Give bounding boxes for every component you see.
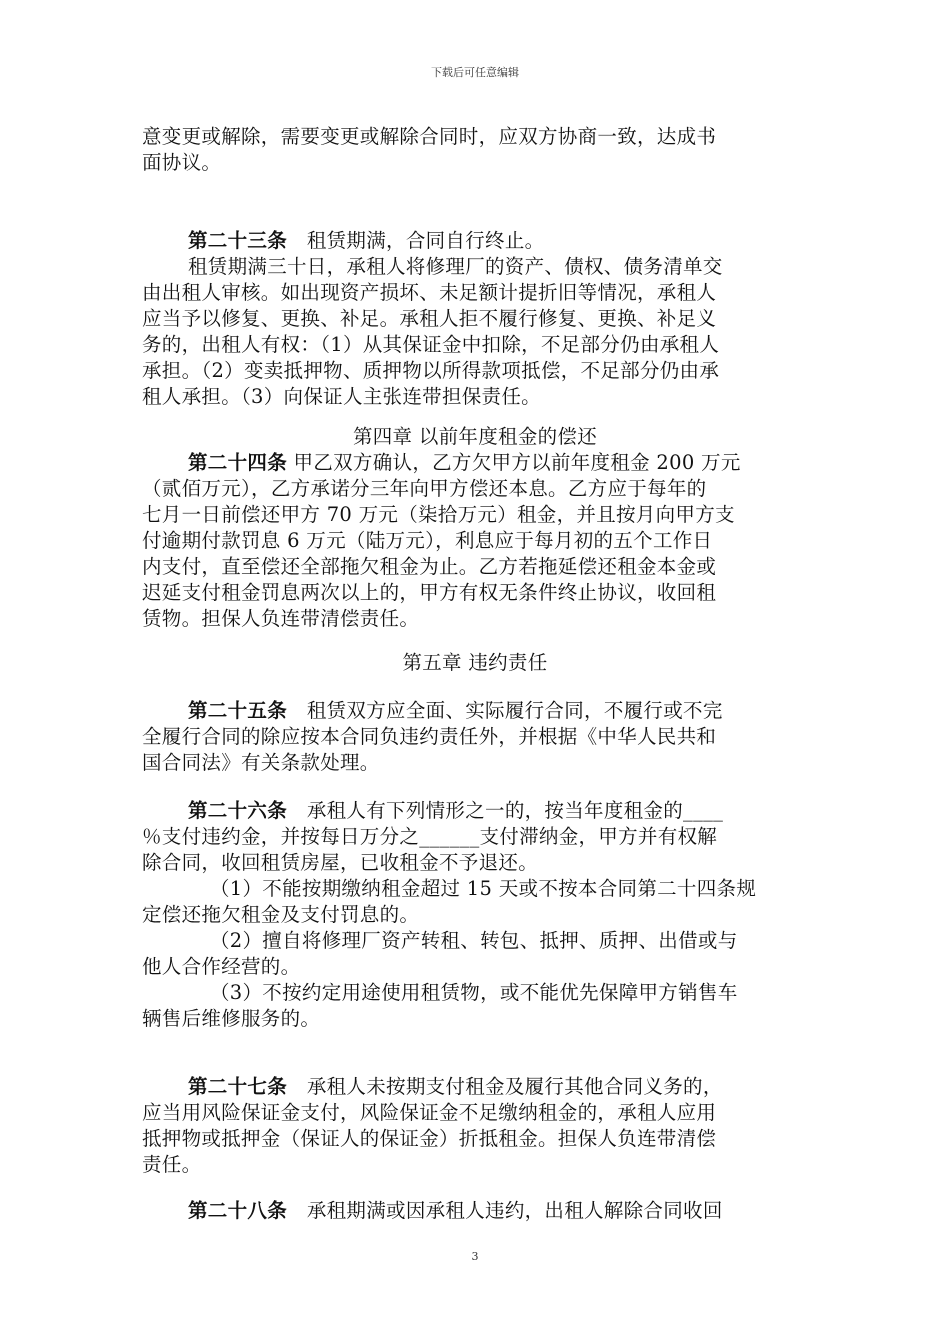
paragraph-line: 迟延支付租金罚息两次以上的，甲方有权无条件终止协议，收回租 [142, 581, 717, 604]
article-23-first-line [188, 228, 544, 254]
chapter-5-heading: 第五章 违约责任 [402, 651, 548, 674]
paragraph-line: 应当用风险保证金支付，风险保证金不足缴纳租金的，承租人应用 [142, 1101, 717, 1124]
article-24-first-line [188, 450, 741, 476]
list-item: （2）擅自将修理厂资产转租、转包、抵押、质押、出借或与 [210, 929, 738, 952]
paragraph-line: 意变更或解除，需要变更或解除合同时，应双方协商一致，达成书 [142, 125, 717, 148]
list-item-continuation: 定偿还拖欠租金及支付罚息的。 [142, 903, 420, 926]
paragraph-line: 抵押物或抵押金（保证人的保证金）折抵租金。担保人负连带清偿 [142, 1127, 717, 1150]
paragraph-line: 国合同法》有关条款处理。 [142, 751, 380, 774]
article-27-title: 第二十七条 [188, 1075, 288, 1098]
paragraph-line: 赁物。担保人负连带清偿责任。 [142, 607, 420, 630]
article-28-title: 第二十八条 [188, 1199, 288, 1222]
article-25-title: 第二十五条 [188, 699, 288, 722]
list-item: （1）不能按期缴纳租金超过 15 天或不按本合同第二十四条规 [210, 877, 757, 900]
paragraph-line: 付逾期付款罚息 6 万元（陆万元），利息应于每月初的五个工作日 [142, 529, 713, 552]
chapter-4-heading: 第四章 以前年度租金的偿还 [352, 425, 598, 448]
paragraph-line: 全履行合同的除应按本合同负违约责任外，并根据《中华人民共和 [142, 725, 717, 748]
article-27-first-line [188, 1074, 723, 1100]
article-28-text: 承租期满或因承租人违约，出租人解除合同收回 [287, 1199, 723, 1222]
article-23-title: 第二十三条 [188, 229, 288, 252]
paragraph-line: 除合同，收回租赁房屋，已收租金不予退还。 [142, 851, 539, 874]
paragraph-line: （贰佰万元），乙方承诺分三年向甲方偿还本息。乙方应于每年的 [142, 477, 707, 500]
paragraph-line: 面协议。 [142, 151, 222, 174]
paragraph-line: 内支付，直至偿还全部拖欠租金为止。乙方若拖延偿还租金本金或 [142, 555, 717, 578]
list-item-continuation: 辆售后维修服务的。 [142, 1007, 321, 1030]
article-24-text: 甲乙双方确认，乙方欠甲方以前年度租金 200 万元 [287, 451, 741, 474]
article-25-text: 租赁双方应全面、实际履行合同，不履行或不完 [287, 699, 723, 722]
list-item: （3）不按约定用途使用租赁物，或不能优先保障甲方销售车 [210, 981, 738, 1004]
paragraph-line: 七月一日前偿还甲方 70 万元（柒拾万元）租金，并且按月向甲方支 [142, 503, 735, 526]
article-27-text: 承租人未按期支付租金及履行其他合同义务的， [287, 1075, 723, 1098]
article-24-title: 第二十四条 [188, 451, 288, 474]
paragraph-line: 承担。（2）变卖抵押物、质押物以所得款项抵偿，不足部分仍由承 [142, 359, 720, 382]
list-item-continuation: 他人合作经营的。 [142, 955, 301, 978]
page-header: 下载后可任意编辑 [431, 66, 519, 79]
page-number: 3 [471, 1250, 479, 1263]
paragraph-line: 租人承担。（3）向保证人主张连带担保责任。 [142, 385, 541, 408]
article-28-first-line [188, 1198, 723, 1224]
article-26-title: 第二十六条 [188, 799, 288, 822]
article-25-first-line [188, 698, 723, 724]
paragraph-line: 租赁期满三十日，承租人将修理厂的资产、债权、债务清单交 [188, 255, 723, 278]
paragraph-line: 由出租人审核。如出现资产损坏、未足额计提折旧等情况，承租人 [142, 281, 717, 304]
article-26-text: 承租人有下列情形之一的，按当年度租金的____ [287, 799, 724, 822]
article-26-first-line [188, 798, 723, 824]
article-23-text: 租赁期满，合同自行终止。 [287, 229, 545, 252]
paragraph-line: 应当予以修复、更换、补足。承租人拒不履行修复、更换、补足义 [142, 307, 717, 330]
paragraph-line: 责任。 [142, 1153, 202, 1176]
paragraph-line: 务的，出租人有权：（1）从其保证金中扣除，不足部分仍由承租人 [142, 333, 720, 356]
paragraph-line: ％支付违约金，并按每日万分之______支付滞纳金，甲方并有权解 [142, 825, 718, 848]
